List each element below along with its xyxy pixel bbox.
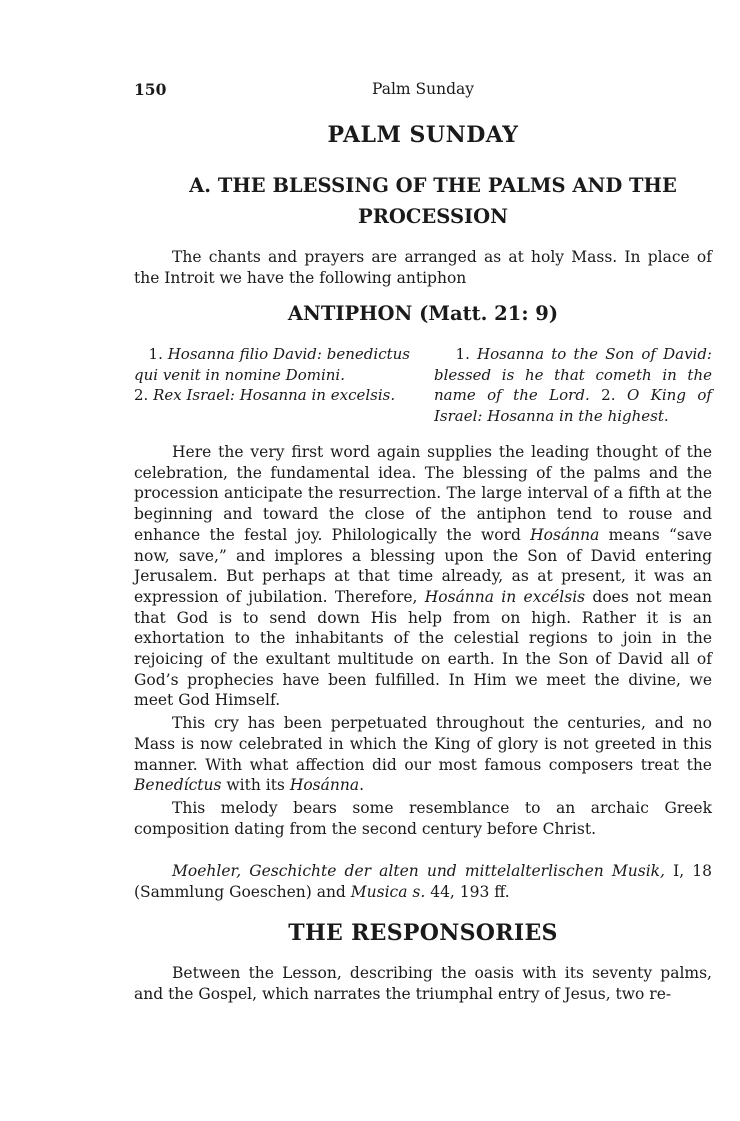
reference-text-a: I, 18 (Sammlung Goeschen) and xyxy=(134,862,712,901)
body-paragraph-1 xyxy=(134,442,712,711)
page-title: PALM SUNDAY xyxy=(327,122,519,148)
p2-term-hosanna: Hosánna xyxy=(289,776,360,795)
antiphon-latin xyxy=(134,344,410,406)
latin-verse-2: Rex Israel: Hosanna in excelsis. xyxy=(153,386,396,404)
reference xyxy=(134,861,712,902)
body-paragraph-3: This melody bears some resemblance to an archaic Greek composition dating from the second century before Christ. xyxy=(134,798,712,838)
p2-text-b: with its xyxy=(221,776,290,795)
english-num-1: 1. xyxy=(455,345,470,363)
p2-term-benedictus: Benedíctus xyxy=(134,776,222,795)
reference-text-b: 44, 193 ff. xyxy=(425,882,510,901)
latin-num-2: 2. xyxy=(134,386,149,404)
reference-journal: Musica s. xyxy=(350,882,426,901)
p1-term-hosanna: Hosánna xyxy=(530,525,600,544)
running-title: Palm Sunday xyxy=(371,80,475,98)
page-number: 150 xyxy=(134,80,167,99)
responsories-heading: THE RESPONSORIES xyxy=(288,920,558,946)
section-title-line2: PROCESSION xyxy=(358,205,508,228)
latin-verse-1: Hosanna filio David: benedictus qui venit in nomine Domini. xyxy=(134,345,410,384)
p1-text-b: means “save now, save,” and implores a blessing upon the Son of David entering Jerusalem. But perhaps at that time already, as at present, it was an expression of jubilation. Therefore, xyxy=(134,525,713,606)
english-num-2: 2. xyxy=(601,386,616,404)
section-title-line1: A. THE BLESSING OF THE PALMS AND THE xyxy=(189,174,677,197)
reference-title: Moehler, Geschichte der alten und mittelalterlischen Musik, xyxy=(172,862,665,880)
body-text xyxy=(134,442,712,839)
latin-num-1: 1. xyxy=(148,345,163,363)
p1-term-hosanna-in-excelsis: Hosánna in excélsis xyxy=(424,587,586,606)
english-verse-2: O King of Israel: Hosanna in the highest. xyxy=(434,386,712,425)
antiphon-english xyxy=(434,344,712,426)
english-verse-1: Hosanna to the Son of David: blessed is he that cometh in the name of the Lord. xyxy=(434,345,712,404)
p2-text-a: This cry has been perpetuated throughout the centuries, and no Mass is now celebrated in which the King of glory is not greeted in this manner. With what affection did our most famous composers treat the xyxy=(134,714,712,774)
intro-paragraph: The chants and prayers are arranged as at holy Mass. In place of the Introit we have the following antiphon xyxy=(134,248,712,287)
antiphon-heading: ANTIPHON (Matt. 21: 9) xyxy=(287,302,559,325)
running-head xyxy=(134,80,712,100)
reference-paragraph xyxy=(134,861,712,902)
section-title xyxy=(154,170,712,232)
p2-text-c: . xyxy=(359,776,365,795)
p1-text-c: does not mean that God is to send down His help from on high. Rather it is an exhortation to the inhabitants of the celestial regions to join in the rejoicing of the exultant multitude on earth. In the Son of David all of God’s prophecies have been fulfilled. In Him we meet the divine, we meet God Himself. xyxy=(134,587,712,710)
responsories-paragraph: Between the Lesson, describing the oasis with its seventy palms, and the Gospel, which narrates the triumphal entry of Jesus, two re- xyxy=(134,964,712,1003)
p1-text-a: Here the very first word again supplies the leading thought of the celebration, the fundamental idea. The blessing of the palms and the procession anticipate the resurrection. The large interval of a fifth at the beginning and toward the close of the antiphon tend to rouse and enhance the festal joy. Philologically the word xyxy=(134,443,712,544)
body-paragraph-2 xyxy=(134,713,712,796)
